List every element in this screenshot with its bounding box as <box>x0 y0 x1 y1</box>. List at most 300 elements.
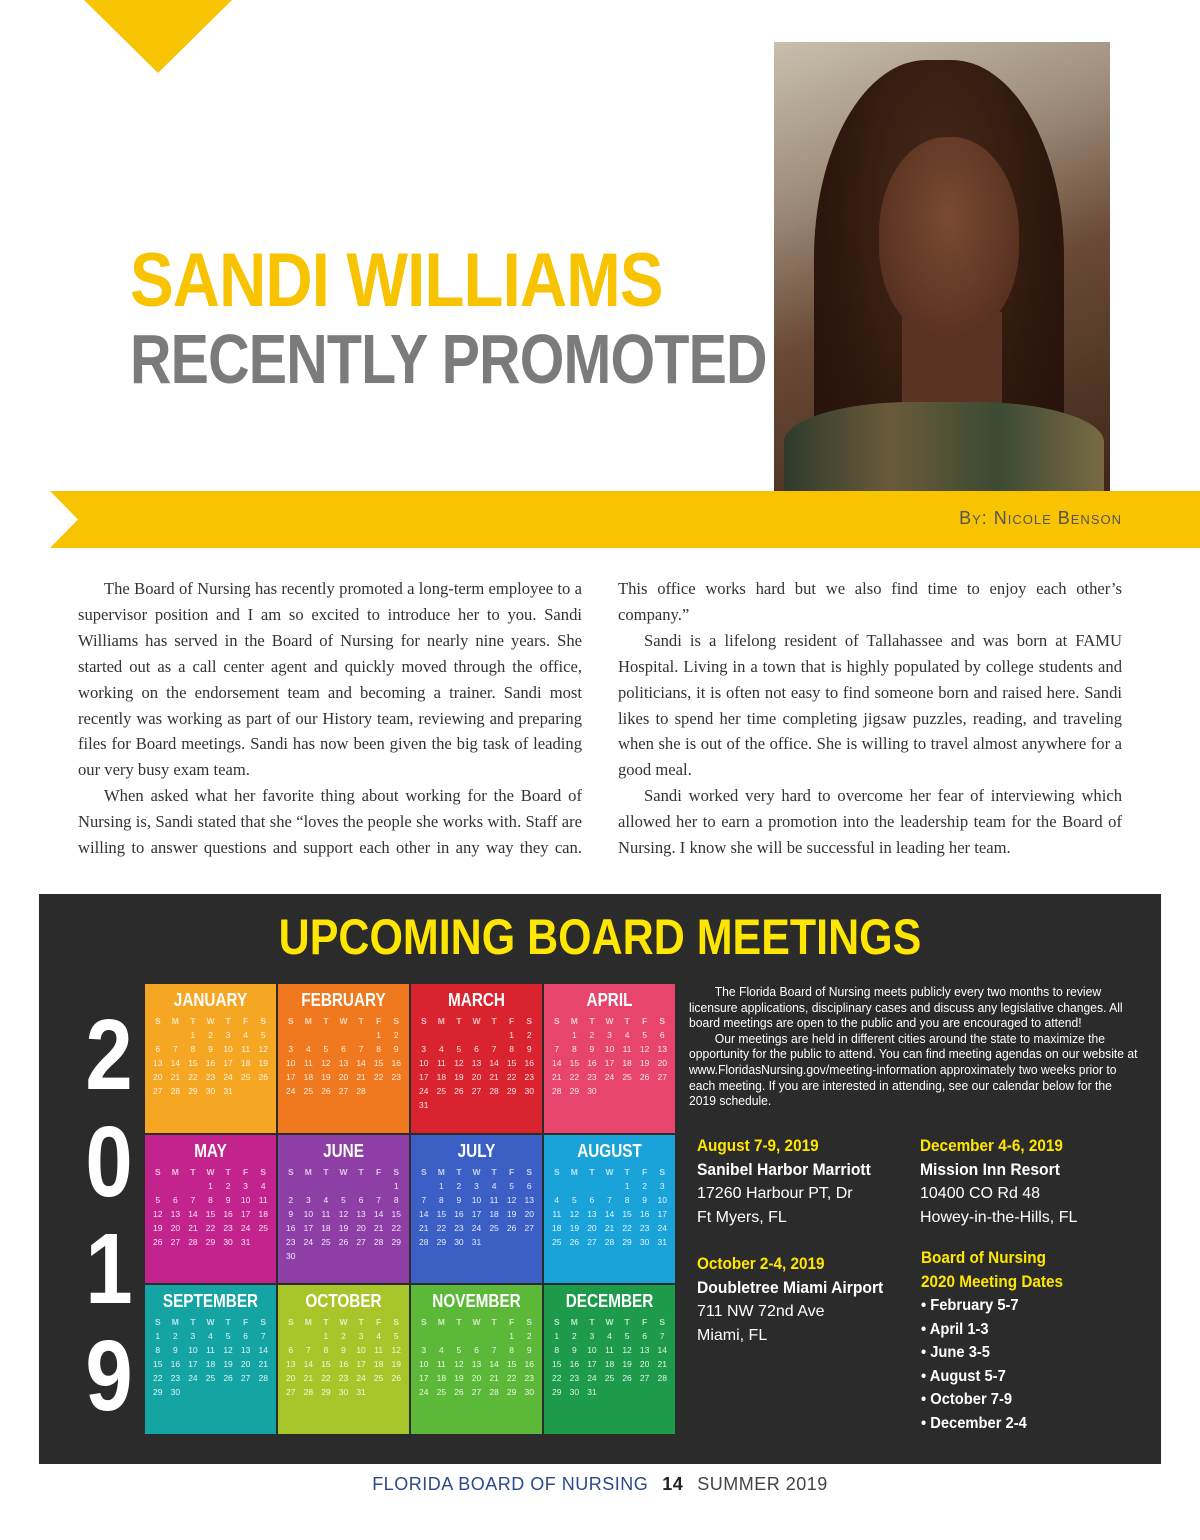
day-cell: 16 <box>205 1058 216 1068</box>
day-cell: 12 <box>569 1208 580 1219</box>
day-cell: 29 <box>569 1086 580 1096</box>
day-cell: 9 <box>589 1044 595 1054</box>
month-name: OCTOBER <box>305 1291 382 1312</box>
day-cell: 9 <box>393 1044 399 1054</box>
day-cell: 17 <box>356 1359 366 1370</box>
empty-day-cell <box>167 1179 185 1193</box>
day-cell: 4 <box>624 1030 630 1040</box>
day-cell: 26 <box>321 1086 331 1096</box>
meeting-dates-2020 <box>921 1246 1079 1435</box>
day-cell: 28 <box>657 1373 667 1384</box>
day-cell: 6 <box>589 1194 595 1205</box>
day-cell: 11 <box>303 1058 313 1068</box>
day-cell: 31 <box>356 1387 366 1398</box>
day-cell: 3 <box>305 1194 311 1205</box>
day-cell: 11 <box>622 1044 632 1054</box>
month-name: JANUARY <box>173 990 248 1010</box>
footer-issue: SUMMER 2019 <box>697 1474 828 1494</box>
day-cell: 1 <box>208 1180 213 1191</box>
day-cell: 22 <box>569 1072 580 1082</box>
day-cell: 25 <box>373 1373 384 1384</box>
day-cell: 22 <box>188 1072 198 1082</box>
day-cell: 16 <box>286 1222 296 1233</box>
day-cell: 27 <box>356 1236 366 1247</box>
weekday-header: S <box>553 1166 560 1177</box>
date-2020-item: • February 5-7 <box>921 1297 1019 1314</box>
year-digit: 2 <box>85 999 133 1111</box>
weekday-header: T <box>190 1317 196 1328</box>
day-cell: 12 <box>454 1359 464 1370</box>
weekday-header: W <box>206 1317 215 1328</box>
weekday-header: T <box>456 1166 462 1177</box>
day-cell: 4 <box>491 1180 497 1191</box>
day-cell: 27 <box>338 1086 349 1096</box>
empty-day-cell <box>335 1028 353 1042</box>
day-cell: 29 <box>391 1236 401 1247</box>
day-cell: 30 <box>587 1086 597 1096</box>
venue-date: August 7-9, 2019 <box>697 1136 819 1155</box>
day-cell: 3 <box>589 1331 595 1342</box>
day-cell: 30 <box>639 1236 650 1247</box>
day-cell: 12 <box>639 1044 650 1054</box>
day-cell: 17 <box>223 1058 233 1068</box>
footer-page-number: 14 <box>662 1474 684 1494</box>
day-cell: 17 <box>657 1208 667 1219</box>
day-cell: 21 <box>657 1359 667 1370</box>
day-cell: 13 <box>471 1359 482 1370</box>
weekday-header: W <box>472 1016 481 1026</box>
day-cell: 29 <box>321 1387 331 1398</box>
day-cell: 21 <box>170 1072 181 1082</box>
day-cell: 29 <box>506 1086 517 1096</box>
day-cell: 11 <box>436 1058 446 1068</box>
weekday-header: S <box>526 1166 533 1177</box>
day-cell: 11 <box>436 1359 446 1370</box>
day-cell: 25 <box>436 1086 447 1096</box>
day-cell: 7 <box>376 1194 381 1205</box>
day-cell: 16 <box>524 1058 534 1068</box>
day-cell: 10 <box>587 1345 597 1356</box>
day-cell: 23 <box>205 1072 216 1082</box>
day-cell: 19 <box>153 1222 163 1233</box>
day-cell: 13 <box>170 1208 181 1219</box>
weekday-header: T <box>225 1016 231 1026</box>
day-cell: 30 <box>338 1387 349 1398</box>
venue-october <box>697 1252 899 1348</box>
venue-date: October 2-4, 2019 <box>697 1254 825 1273</box>
day-cell: 18 <box>552 1222 562 1233</box>
day-cell: 12 <box>153 1208 163 1219</box>
day-cell: 27 <box>170 1236 181 1247</box>
weekday-header: T <box>225 1166 231 1177</box>
day-cell: 25 <box>240 1072 251 1082</box>
day-cell: 16 <box>454 1208 464 1219</box>
day-cell: 6 <box>288 1345 294 1356</box>
headline-name: SANDI WILLIAMS <box>130 238 663 323</box>
day-cell: 9 <box>642 1194 647 1205</box>
day-cell: 30 <box>223 1236 233 1247</box>
weekday-header: T <box>491 1166 497 1177</box>
month-days-grid <box>548 1014 671 1098</box>
day-cell: 14 <box>657 1345 667 1356</box>
empty-day-cell <box>583 1179 601 1193</box>
weekday-header: S <box>260 1317 267 1328</box>
weekday-header: F <box>376 1317 382 1328</box>
day-cell: 21 <box>489 1373 499 1384</box>
day-cell: 27 <box>471 1086 482 1096</box>
empty-day-cell <box>335 1179 353 1193</box>
day-cell: 7 <box>305 1345 311 1356</box>
day-cell: 24 <box>223 1072 233 1082</box>
day-cell: 27 <box>153 1086 163 1096</box>
day-cell: 9 <box>288 1208 294 1219</box>
weekday-header: M <box>304 1166 312 1177</box>
day-cell: 3 <box>607 1030 612 1040</box>
day-cell: 15 <box>373 1058 384 1068</box>
headline-subtitle: RECENTLY PROMOTED <box>130 320 767 398</box>
day-cell: 15 <box>436 1208 447 1219</box>
day-cell: 23 <box>639 1222 650 1233</box>
day-cell: 22 <box>391 1222 401 1233</box>
empty-day-cell <box>300 1329 318 1343</box>
date-2020-item: • April 1-3 <box>921 1320 989 1338</box>
day-cell: 30 <box>524 1387 534 1398</box>
empty-day-cell <box>433 1329 451 1343</box>
day-cell: 6 <box>155 1044 161 1054</box>
day-cell: 8 <box>155 1345 161 1356</box>
day-cell: 20 <box>286 1373 296 1384</box>
day-cell: 18 <box>604 1359 615 1370</box>
day-cell: 4 <box>208 1331 213 1342</box>
day-cell: 30 <box>524 1086 534 1096</box>
empty-day-cell <box>485 1028 503 1042</box>
weekday-header: T <box>323 1016 329 1026</box>
day-cell: 2 <box>208 1030 213 1040</box>
weekday-header: T <box>624 1016 630 1026</box>
day-cell: 5 <box>456 1044 462 1054</box>
day-cell: 13 <box>153 1058 163 1068</box>
day-cell: 29 <box>205 1236 216 1247</box>
weekday-header: S <box>393 1317 400 1328</box>
empty-day-cell <box>450 1028 468 1042</box>
day-cell: 23 <box>391 1072 401 1082</box>
date-2020-item: • December 2-4 <box>921 1414 1027 1432</box>
venue-city: Ft Myers, FL <box>697 1209 787 1226</box>
day-cell: 29 <box>622 1236 632 1247</box>
day-cell: 15 <box>391 1208 401 1219</box>
weekday-header: T <box>624 1166 630 1177</box>
venue-name: Doubletree Miami Airport <box>697 1278 884 1297</box>
weekday-header: F <box>243 1016 249 1026</box>
weekday-header: S <box>526 1016 533 1026</box>
day-cell: 7 <box>491 1345 497 1356</box>
day-cell: 26 <box>454 1086 464 1096</box>
year-vertical <box>79 999 139 1432</box>
month-name: DECEMBER <box>565 1291 654 1312</box>
venue-address: 10400 CO Rd 48 <box>920 1185 1041 1202</box>
day-cell: 4 <box>323 1194 329 1205</box>
day-cell: 1 <box>438 1180 444 1191</box>
empty-day-cell <box>450 1329 468 1343</box>
day-cell: 3 <box>421 1044 427 1054</box>
weekday-header: T <box>491 1317 497 1328</box>
day-cell: 21 <box>356 1072 366 1082</box>
day-cell: 14 <box>303 1359 314 1370</box>
weekday-header: S <box>393 1166 400 1177</box>
day-cell: 9 <box>225 1194 231 1205</box>
day-cell: 11 <box>552 1208 562 1219</box>
day-cell: 16 <box>639 1208 650 1219</box>
day-cell: 25 <box>489 1222 499 1233</box>
empty-day-cell <box>282 1179 300 1193</box>
day-cell: 3 <box>243 1180 248 1191</box>
day-cell: 24 <box>604 1072 615 1082</box>
day-cell: 25 <box>604 1373 615 1384</box>
day-cell: 14 <box>604 1208 615 1219</box>
day-cell: 9 <box>526 1044 532 1054</box>
day-cell: 28 <box>489 1086 499 1096</box>
day-cell: 24 <box>657 1222 667 1233</box>
weekday-header: M <box>171 1016 179 1026</box>
day-cell: 21 <box>552 1072 562 1082</box>
weekday-header: F <box>243 1166 249 1177</box>
day-cell: 4 <box>243 1030 248 1040</box>
page-footer <box>0 1474 1200 1495</box>
weekday-header: F <box>642 1166 648 1177</box>
day-cell: 27 <box>639 1373 650 1384</box>
day-cell: 17 <box>471 1208 482 1219</box>
weekday-header: T <box>190 1016 196 1026</box>
empty-day-cell <box>352 1179 370 1193</box>
day-cell: 26 <box>569 1236 580 1247</box>
day-cell: 27 <box>240 1373 251 1384</box>
day-cell: 3 <box>288 1044 294 1054</box>
day-cell: 10 <box>419 1058 429 1068</box>
venue-august <box>697 1134 886 1230</box>
upcoming-meetings-panel <box>39 894 1161 1464</box>
month-days-grid <box>548 1315 671 1399</box>
calendar-month <box>544 984 675 1133</box>
day-cell: 17 <box>419 1373 429 1384</box>
weekday-header: S <box>287 1166 294 1177</box>
day-cell: 26 <box>454 1387 464 1398</box>
weekday-header: S <box>659 1317 666 1328</box>
empty-day-cell <box>485 1329 503 1343</box>
day-cell: 19 <box>223 1359 233 1370</box>
empty-day-cell <box>566 1179 584 1193</box>
day-cell: 6 <box>243 1331 248 1342</box>
day-cell: 9 <box>571 1345 577 1356</box>
month-days-grid <box>282 1315 405 1399</box>
empty-day-cell <box>468 1028 486 1042</box>
weekday-header: W <box>206 1016 215 1026</box>
day-cell: 4 <box>376 1331 381 1342</box>
weekday-header: T <box>456 1317 462 1328</box>
day-cell: 25 <box>258 1222 268 1233</box>
day-cell: 14 <box>188 1208 198 1219</box>
weekday-header: S <box>260 1016 267 1026</box>
day-cell: 10 <box>188 1345 198 1356</box>
day-cell: 22 <box>436 1222 447 1233</box>
year-digit: 0 <box>85 1106 133 1218</box>
day-cell: 7 <box>190 1194 196 1205</box>
day-cell: 2 <box>526 1331 532 1342</box>
day-cell: 22 <box>506 1373 517 1384</box>
venue-name: Mission Inn Resort <box>920 1160 1060 1179</box>
weekday-header: S <box>393 1016 400 1026</box>
day-cell: 4 <box>438 1345 444 1356</box>
day-cell: 23 <box>569 1373 580 1384</box>
weekday-header: T <box>589 1317 595 1328</box>
month-name: JUNE <box>323 1140 364 1161</box>
day-cell: 11 <box>321 1208 331 1219</box>
day-cell: 1 <box>624 1180 630 1191</box>
empty-day-cell <box>601 1179 619 1193</box>
day-cell: 24 <box>303 1236 314 1247</box>
day-cell: 9 <box>526 1345 532 1356</box>
weekday-header: W <box>339 1317 348 1328</box>
day-cell: 16 <box>391 1058 401 1068</box>
day-cell: 28 <box>356 1086 366 1096</box>
month-name: NOVEMBER <box>432 1291 521 1312</box>
month-name: MAY <box>194 1140 227 1161</box>
day-cell: 6 <box>526 1180 532 1191</box>
weekday-header: S <box>154 1317 161 1328</box>
weekday-header: S <box>287 1317 294 1328</box>
day-cell: 23 <box>338 1373 349 1384</box>
day-cell: 1 <box>509 1030 514 1040</box>
day-cell: 1 <box>323 1331 329 1342</box>
day-cell: 6 <box>341 1044 346 1054</box>
weekday-header: W <box>605 1016 614 1026</box>
calendar-month <box>411 1285 542 1434</box>
calendar-month <box>278 1285 409 1434</box>
day-cell: 23 <box>524 1373 534 1384</box>
day-cell: 4 <box>438 1044 444 1054</box>
day-cell: 16 <box>524 1359 534 1370</box>
day-cell: 10 <box>286 1058 296 1068</box>
day-cell: 28 <box>170 1086 181 1096</box>
day-cell: 18 <box>321 1222 331 1233</box>
empty-day-cell <box>282 1028 300 1042</box>
month-name: AUGUST <box>577 1140 642 1161</box>
article-paragraph: Sandi worked very hard to overcome her fear of interviewing which allowed her to earn a promotion into the leadership team for the Board of Nursing. I know she will be successful in leading her team. <box>618 786 1122 858</box>
calendar-month <box>145 1135 276 1284</box>
day-cell: 16 <box>338 1359 349 1370</box>
empty-day-cell <box>468 1329 486 1343</box>
day-cell: 9 <box>341 1345 346 1356</box>
weekday-header: W <box>472 1317 481 1328</box>
weekday-header: M <box>570 1166 578 1177</box>
weekday-header: S <box>659 1166 666 1177</box>
month-name: APRIL <box>586 990 633 1010</box>
weekday-header: M <box>304 1317 312 1328</box>
day-cell: 19 <box>391 1359 401 1370</box>
day-cell: 27 <box>286 1387 296 1398</box>
day-cell: 3 <box>421 1345 427 1356</box>
day-cell: 11 <box>605 1345 614 1356</box>
day-cell: 16 <box>223 1208 233 1219</box>
date-2020-item: • October 7-9 <box>921 1391 1013 1408</box>
weekday-header: S <box>154 1016 161 1026</box>
day-cell: 5 <box>571 1194 577 1205</box>
weekday-header: M <box>570 1317 578 1328</box>
day-cell: 2 <box>526 1030 532 1040</box>
day-cell: 18 <box>373 1359 384 1370</box>
calendar-month <box>278 1135 409 1284</box>
day-cell: 20 <box>471 1373 482 1384</box>
day-cell: 18 <box>258 1208 268 1219</box>
empty-day-cell <box>548 1028 566 1042</box>
day-cell: 15 <box>188 1058 198 1068</box>
day-cell: 22 <box>552 1373 562 1384</box>
year-digit: 9 <box>85 1320 133 1432</box>
day-cell: 13 <box>587 1208 597 1219</box>
day-cell: 22 <box>373 1072 384 1082</box>
day-cell: 11 <box>258 1194 268 1205</box>
month-name: SEPTEMBER <box>162 1291 259 1312</box>
day-cell: 6 <box>172 1194 178 1205</box>
day-cell: 21 <box>258 1359 268 1370</box>
weekday-header: W <box>339 1016 348 1026</box>
day-cell: 5 <box>225 1331 231 1342</box>
day-cell: 21 <box>604 1222 615 1233</box>
day-cell: 5 <box>509 1180 514 1191</box>
day-cell: 10 <box>303 1208 314 1219</box>
intro-paragraph: Our meetings are held in different cities around the state to maximize the opportunity for the public to attend. You can find meeting agendas on our website at www.FloridasNursing.gov/meeting-information approximately two weeks prior to each meeting. If you are interested in attending, see our calendar below for the 2019 schedule. <box>689 1030 1138 1109</box>
day-cell: 12 <box>622 1345 632 1356</box>
day-cell: 17 <box>587 1359 597 1370</box>
day-cell: 14 <box>170 1058 181 1068</box>
empty-day-cell <box>415 1179 433 1193</box>
venue-december <box>920 1134 1079 1230</box>
day-cell: 5 <box>323 1044 329 1054</box>
weekday-header: T <box>358 1317 364 1328</box>
day-cell: 14 <box>552 1058 562 1068</box>
day-cell: 2 <box>225 1180 231 1191</box>
day-cell: 27 <box>524 1222 534 1233</box>
day-cell: 12 <box>223 1345 233 1356</box>
day-cell: 2 <box>456 1180 462 1191</box>
day-cell: 18 <box>205 1359 216 1370</box>
weekday-header: T <box>358 1166 364 1177</box>
day-cell: 15 <box>506 1359 517 1370</box>
day-cell: 24 <box>188 1373 198 1384</box>
day-cell: 3 <box>358 1331 364 1342</box>
day-cell: 7 <box>260 1331 266 1342</box>
weekday-header: S <box>260 1166 267 1177</box>
day-cell: 1 <box>190 1030 196 1040</box>
weekday-header: M <box>304 1016 312 1026</box>
day-cell: 6 <box>474 1044 479 1054</box>
day-cell: 1 <box>509 1331 514 1342</box>
day-cell: 19 <box>258 1058 268 1068</box>
day-cell: 30 <box>170 1387 181 1398</box>
day-cell: 26 <box>258 1072 268 1082</box>
weekday-header: S <box>420 1166 427 1177</box>
weekday-header: W <box>339 1166 348 1177</box>
day-cell: 23 <box>587 1072 597 1082</box>
day-cell: 26 <box>639 1072 650 1082</box>
day-cell: 9 <box>208 1044 213 1054</box>
day-cell: 2 <box>341 1331 346 1342</box>
day-cell: 29 <box>506 1387 517 1398</box>
footer-publication: FLORIDA BOARD OF NURSING <box>372 1474 649 1494</box>
weekday-header: S <box>420 1317 427 1328</box>
day-cell: 13 <box>240 1345 251 1356</box>
day-cell: 5 <box>642 1030 647 1040</box>
day-cell: 20 <box>639 1359 650 1370</box>
